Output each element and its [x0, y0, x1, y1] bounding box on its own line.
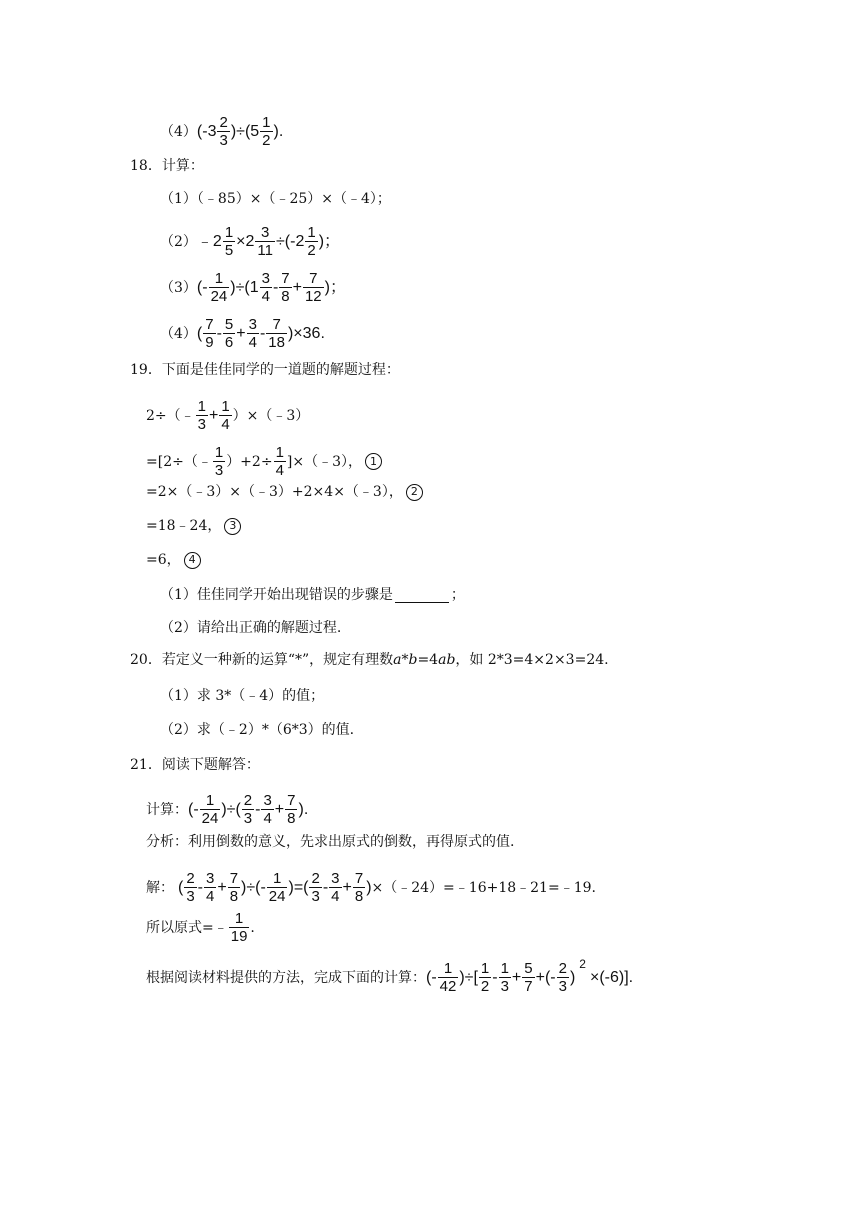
math-expression: )； — [324, 278, 346, 296]
q18-part1: （1）（﹣85）×（﹣25）×（﹣4）； — [160, 191, 391, 207]
fraction: $\frac{7}{8}$ — [281, 270, 290, 305]
math-expression: )÷[ — [459, 968, 478, 986]
var-expression: a*b — [393, 652, 418, 668]
period: . — [250, 919, 255, 936]
text: =6， — [146, 552, 181, 568]
q18-part4 — [160, 316, 325, 351]
math-expression: - — [272, 278, 279, 296]
text: =2×（﹣3）×（﹣3）+2×4×（﹣3）， — [146, 484, 403, 500]
math-expression: + — [342, 878, 352, 896]
math-expression: ( — [178, 878, 184, 896]
fraction: $\frac{1}{3}$ — [197, 398, 206, 433]
q19-step1 — [146, 444, 382, 479]
fraction: $\frac{1}{24}$ — [268, 870, 286, 905]
math-expression: - — [322, 878, 329, 896]
fraction: $\frac{7}{12}$ — [304, 270, 322, 305]
q21-calc — [146, 792, 308, 827]
var-expression: ab — [438, 652, 456, 668]
math-expression: + — [217, 878, 227, 896]
fraction: $\frac{1}{3}$ — [500, 960, 509, 995]
text: ； — [450, 587, 465, 603]
fraction: $\frac{1}{19}$ — [230, 910, 248, 945]
q19-step3 — [146, 516, 241, 536]
math-expression: (- — [188, 800, 199, 818]
fraction: $\frac{1}{3}$ — [214, 444, 224, 479]
math-expression: - — [259, 324, 266, 342]
fraction: $\frac{1}{5}$ — [224, 224, 234, 259]
math-expression: ) — [569, 968, 576, 986]
q18-part2-label: （2） — [160, 233, 197, 250]
math-expression: - — [216, 324, 222, 342]
fraction: $\frac{3}{11}$ — [257, 224, 273, 259]
fraction: $\frac{1}{4}$ — [221, 398, 230, 433]
math-expression: ﹣2 — [196, 232, 222, 250]
fraction: $\frac{3}{4}$ — [206, 870, 215, 905]
math-expression: ) — [366, 878, 372, 896]
fraction: $\frac{7}{8}$ — [354, 870, 364, 905]
fraction: $\frac{2}{3}$ — [558, 960, 567, 995]
q20-title — [130, 650, 609, 670]
text: =4 — [417, 652, 439, 668]
text: 解： — [146, 879, 174, 896]
math-expression: + — [292, 278, 302, 296]
text: ，如 2*3=4×2×3=24. — [455, 652, 609, 668]
math-expression: (- — [196, 278, 208, 296]
fraction: $\frac{5}{6}$ — [224, 316, 234, 351]
text: 20．若定义一种新的运算“*”，规定有理数 — [130, 652, 394, 668]
q17-part4 — [160, 114, 283, 149]
text: 2÷（﹣ — [146, 407, 195, 424]
math-expression: )÷(1 — [230, 278, 259, 296]
text: =18﹣24， — [146, 518, 222, 534]
math-expression: ÷(-2 — [276, 232, 305, 250]
step-marker-3: 3 — [224, 518, 241, 535]
q20-part2: （2）求（﹣2）*（6*3）的值. — [160, 722, 355, 738]
exponent: 2 — [579, 956, 586, 971]
fraction: $\frac{3}{4}$ — [331, 870, 340, 905]
fraction: $\frac{1}{2}$ — [480, 960, 490, 995]
fraction: $\frac{1}{2}$ — [262, 114, 271, 149]
step-marker-2: 2 — [406, 484, 423, 501]
math-expression: ×(-6)]. — [589, 968, 634, 986]
fraction: $\frac{3}{4}$ — [263, 792, 272, 827]
q19-step2 — [146, 482, 423, 502]
text: ]×（﹣3）， — [286, 453, 363, 470]
fraction: $\frac{7}{8}$ — [229, 870, 239, 905]
fraction: $\frac{7}{8}$ — [287, 792, 296, 827]
math-expression: - — [492, 968, 498, 986]
q17-part4-label: （4） — [160, 123, 197, 140]
text: ）+2÷ — [226, 453, 273, 470]
q18-part4-label: （4） — [160, 325, 197, 342]
math-expression: + — [274, 800, 285, 818]
math-expression: + — [236, 324, 246, 342]
fraction: $\frac{1}{24}$ — [210, 270, 228, 305]
text: 所以原式=﹣ — [146, 919, 228, 936]
text: =[2÷（﹣ — [146, 453, 212, 470]
text: 计算： — [146, 801, 188, 818]
q21-solution — [146, 870, 596, 905]
q21-analysis: 分析：利用倒数的意义，先求出原式的倒数，再得原式的值. — [146, 834, 515, 850]
fraction: $\frac{2}{3}$ — [311, 870, 320, 905]
q18-title: 18．计算： — [130, 158, 204, 174]
q19-sub2: （2）请给出正确的解题过程. — [160, 620, 342, 636]
text: （1）佳佳同学开始出现错误的步骤是 — [160, 587, 393, 603]
text: ×（﹣24）=﹣16+18﹣21=﹣19. — [371, 879, 596, 896]
math-expression: )×36. — [287, 324, 325, 342]
fraction: $\frac{2}{3}$ — [186, 870, 195, 905]
fraction: $\frac{5}{7}$ — [524, 960, 533, 995]
fraction: $\frac{7}{18}$ — [268, 316, 285, 351]
math-expression: +(- — [535, 968, 556, 986]
q20-part1: （1）求 3*（﹣4）的值； — [160, 688, 325, 704]
math-expression: ×2 — [236, 232, 255, 250]
fraction: $\frac{2}{3}$ — [219, 114, 228, 149]
period: . — [278, 123, 284, 140]
fraction: $\frac{3}{4}$ — [261, 270, 270, 305]
text: 根据阅读材料提供的方法，完成下面的计算： — [146, 969, 426, 986]
fraction: $\frac{1}{24}$ — [201, 792, 219, 827]
math-expression: (-3 — [196, 122, 217, 140]
q19-sub1 — [160, 585, 465, 605]
step-marker-1: 1 — [365, 453, 382, 470]
answer-blank[interactable] — [395, 588, 449, 603]
step-marker-4: 4 — [184, 552, 201, 569]
q21-title: 21．阅读下题解答： — [130, 757, 260, 773]
text: ）×（﹣3） — [232, 407, 310, 424]
fraction: $\frac{1}{2}$ — [307, 224, 316, 259]
math-expression: ). — [298, 800, 309, 818]
q21-result — [146, 910, 255, 945]
q19-title: 19．下面是佳佳同学的一道题的解题过程： — [130, 362, 400, 378]
math-expression: + — [208, 406, 219, 424]
q21-task — [146, 956, 634, 995]
math-expression: )÷(- — [241, 878, 266, 896]
math-expression: )； — [318, 232, 341, 250]
q18-part3-label: （3） — [160, 279, 197, 296]
fraction: $\frac{2}{3}$ — [243, 792, 253, 827]
math-expression: + — [511, 968, 522, 986]
math-expression: )÷(5 — [230, 122, 260, 140]
q18-part3 — [160, 270, 346, 305]
math-expression: ( — [196, 324, 203, 342]
math-expression: )=( — [288, 878, 309, 896]
fraction: $\frac{1}{42}$ — [439, 960, 457, 995]
q19-step0 — [146, 398, 309, 433]
fraction: $\frac{1}{4}$ — [275, 444, 284, 479]
q19-step4 — [146, 550, 201, 570]
math-expression: (- — [426, 968, 437, 986]
math-expression: - — [197, 878, 203, 896]
fraction: $\frac{3}{4}$ — [248, 316, 257, 351]
math-expression: - — [255, 800, 261, 818]
math-expression: ) — [273, 122, 279, 140]
fraction: $\frac{7}{9}$ — [205, 316, 214, 351]
q18-part2 — [160, 224, 340, 259]
math-expression: )÷( — [221, 800, 241, 818]
